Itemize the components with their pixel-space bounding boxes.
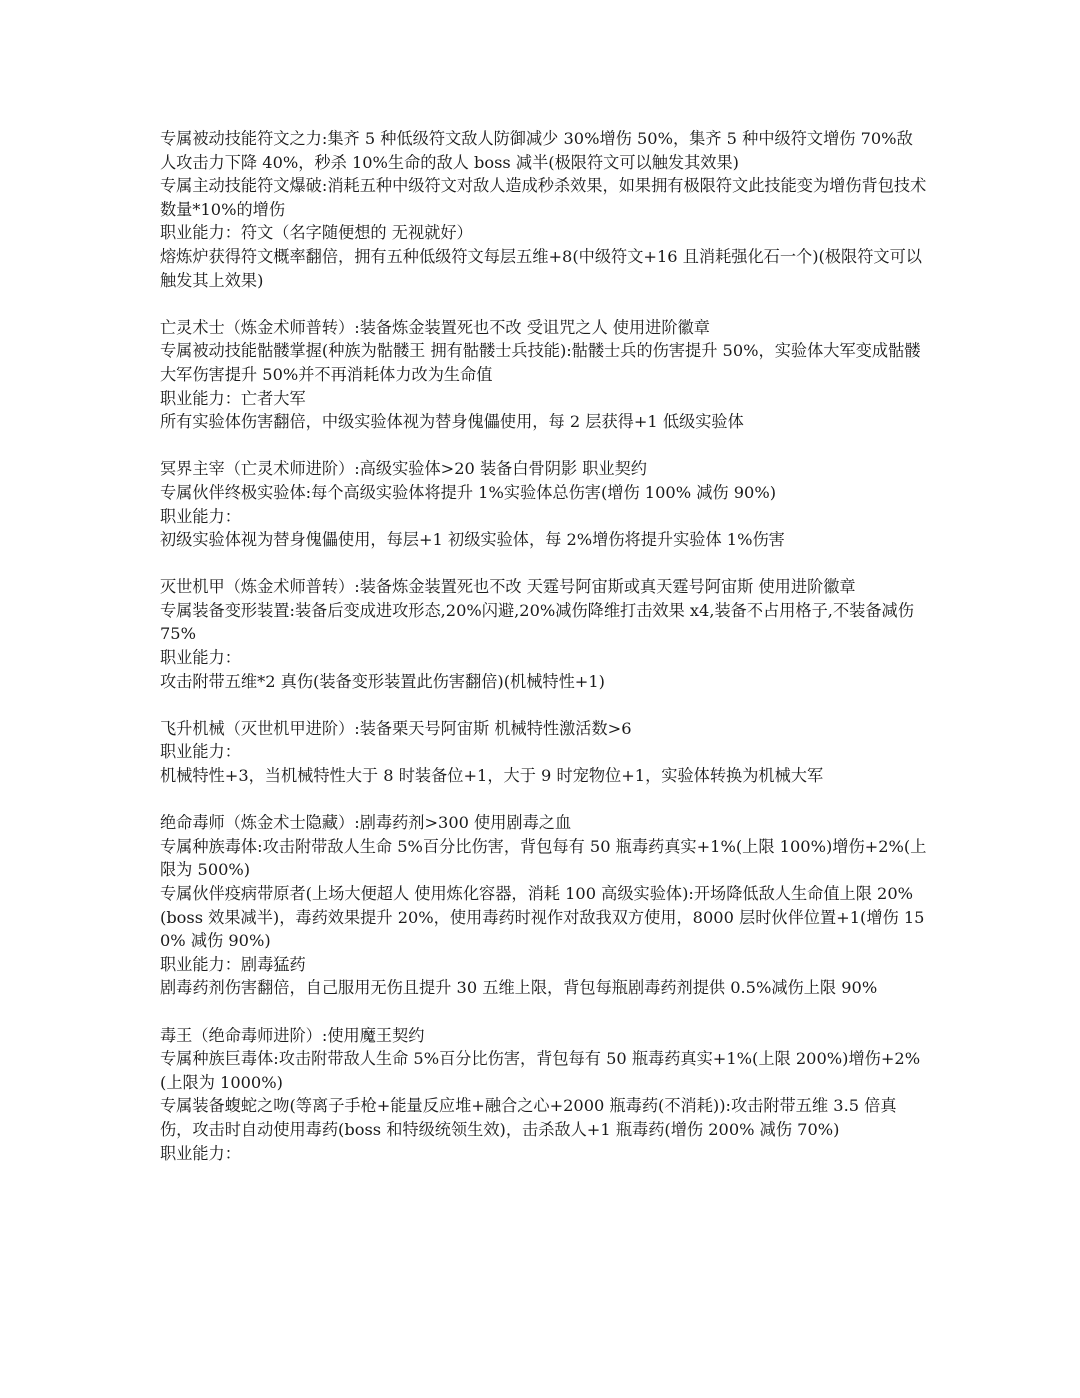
text-line: 攻击附带五维*2 真伤(装备变形装置此伤害翻倍)(机械特性+1) <box>160 671 605 691</box>
text-line: 所有实验体伤害翻倍，中级实验体视为替身傀儡使用，每 2 层获得+1 低级实验体 <box>160 412 744 432</box>
text-line: 机械特性+3，当机械特性大于 8 时装备位+1，大于 9 时宠物位+1，实验体转换为机械大军 <box>160 766 824 786</box>
section-heading: 灭世机甲（炼金术师普转）:装备炼金装置死也不改 天霆号阿宙斯或真天霆号阿宙斯 使用进阶徽章 <box>160 577 856 597</box>
text-line: 职业能力： <box>160 1143 241 1163</box>
text-line: 专属伙伴疫病带原者(上场大便超人 使用炼化容器，消耗 100 高级实验体):开场降低敌人生命值上限 20%(boss 效果减半)，毒药效果提升 20%，使用毒药时视作对敌我双方使用，8000 层时伙伴位置+1(增伤 150% 减伤 90%) <box>160 884 925 951</box>
text-line: 初级实验体视为替身傀儡使用，每层+1 初级实验体，每 2%增伤将提升实验体 1%伤害 <box>160 530 785 550</box>
text-line: 专属被动技能骷髅掌握(种族为骷髅王 拥有骷髅士兵技能):骷髅士兵的伤害提升 50%，实验体大军变成骷髅大军伤害提升 50%并不再消耗体力改为生命值 <box>160 341 921 384</box>
section-heading: 飞升机械（灭世机甲进阶）:装备栗天号阿宙斯 机械特性激活数>6 <box>160 718 632 738</box>
text-line: 职业能力：剧毒猛药 <box>160 954 306 974</box>
text-line: 熔炼炉获得符文概率翻倍，拥有五种低级符文每层五维+8(中级符文+16 且消耗强化石一个)(极限符文可以触发其上效果) <box>160 246 922 290</box>
section-poison-king <box>160 1024 928 1166</box>
text-line: 职业能力：符文（名字随便想的 无视就好） <box>160 223 473 243</box>
text-line: 专属种族巨毒体:攻击附带敌人生命 5%百分比伤害，背包每有 50 瓶毒药真实+1%(上限 200%)增伤+2%(上限为 1000%) <box>160 1049 921 1092</box>
text-line: 专属装备蝮蛇之吻(等离子手枪+能量反应堆+融合之心+2000 瓶毒药(不消耗)):攻击附带五维 3.5 倍真伤，攻击时自动使用毒药(boss 和特级统领生效)，击杀敌人+1 瓶毒药(增伤 200% 减伤 70%) <box>160 1096 897 1139</box>
section-rune <box>160 127 928 292</box>
document-page <box>160 127 928 1189</box>
text-line: 专属种族毒体:攻击附带敌人生命 5%百分比伤害，背包每有 50 瓶毒药真实+1%(上限 100%)增伤+2%(上限为 500%) <box>160 836 927 880</box>
section-heading: 冥界主宰（亡灵术师进阶）:高级实验体>20 装备白骨阴影 职业契约 <box>160 459 647 479</box>
text-line: 职业能力： <box>160 742 241 762</box>
text-line: 剧毒药剂伤害翻倍，自己服用无伤且提升 30 五维上限，背包每瓶剧毒药剂提供 0.5%减伤上限 90% <box>160 978 878 998</box>
text-line: 专属主动技能符文爆破:消耗五种中级符文对敌人造成秒杀效果，如果拥有极限符文此技能变为增伤背包技术数量*10%的增伤 <box>160 176 927 219</box>
text-line: 职业能力： <box>160 648 241 668</box>
section-necromancer <box>160 316 928 434</box>
section-heading: 毒王（绝命毒师进阶）:使用魔王契约 <box>160 1025 425 1045</box>
text-line: 专属被动技能符文之力:集齐 5 种低级符文敌人防御减少 30%增伤 50%，集齐 5 种中级符文增伤 70%敌人攻击力下降 40%，秒杀 10%生命的敌人 boss 减半(极限符文可以触发其效果) <box>160 129 913 172</box>
text-line: 职业能力：亡者大军 <box>160 388 306 408</box>
section-underworld-lord <box>160 457 928 551</box>
text-line: 专属装备变形装置:装备后变成进攻形态,20%闪避,20%减伤降维打击效果 x4,装备不占用格子,不装备减伤 75% <box>160 600 920 644</box>
text-line: 职业能力： <box>160 506 241 526</box>
section-heading: 亡灵术士（炼金术师普转）:装备炼金装置死也不改 受诅咒之人 使用进阶徽章 <box>160 317 710 337</box>
section-ascended-machine <box>160 717 928 788</box>
section-heading: 绝命毒师（炼金术士隐藏）:剧毒药剂>300 使用剧毒之血 <box>160 813 572 833</box>
section-poison-master <box>160 811 928 1000</box>
section-doom-mech <box>160 575 928 693</box>
text-line: 专属伙伴终极实验体:每个高级实验体将提升 1%实验体总伤害(增伤 100% 减伤 90%) <box>160 482 777 502</box>
